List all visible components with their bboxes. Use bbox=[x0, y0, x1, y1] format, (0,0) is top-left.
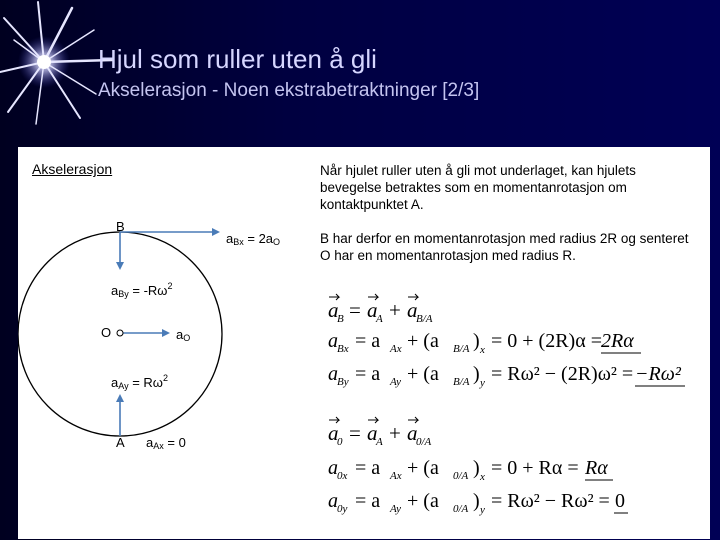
svg-text:+ (a: + (a bbox=[407, 457, 439, 479]
center-point bbox=[117, 330, 123, 336]
equation-6 bbox=[328, 490, 628, 516]
svg-text:Ay: Ay bbox=[390, 376, 401, 388]
content-panel bbox=[18, 147, 710, 539]
svg-text:Ax: Ax bbox=[390, 343, 402, 355]
svg-text:A: A bbox=[376, 313, 383, 325]
svg-text:Ay: Ay bbox=[390, 503, 401, 515]
point-a-label: A bbox=[116, 435, 125, 450]
svg-text:=: = bbox=[349, 421, 361, 445]
svg-text:0x: 0x bbox=[337, 470, 348, 482]
svg-text:a: a bbox=[328, 330, 338, 352]
svg-text:Ax: Ax bbox=[390, 470, 402, 482]
svg-text:a: a bbox=[367, 298, 378, 322]
svg-text:): ) bbox=[473, 363, 480, 385]
svg-text:= 0 + Rα =: = 0 + Rα = bbox=[491, 457, 579, 479]
svg-text:Bx: Bx bbox=[337, 343, 349, 355]
svg-text:a: a bbox=[407, 421, 418, 445]
abx-label: $a_{Bx} = 2a_O$ bbox=[226, 231, 281, 247]
svg-text:a: a bbox=[328, 421, 339, 445]
svg-text:a: a bbox=[367, 421, 378, 445]
equation-block bbox=[323, 287, 708, 537]
svg-text:a: a bbox=[328, 363, 338, 385]
equation-1 bbox=[328, 294, 433, 325]
panel-heading: Akselerasjon bbox=[32, 161, 113, 177]
svg-text:Rα: Rα bbox=[585, 457, 608, 479]
equation-2 bbox=[328, 330, 641, 356]
svg-text:= a: = a bbox=[355, 490, 381, 512]
svg-text:a: a bbox=[407, 298, 418, 322]
equation-5 bbox=[328, 457, 613, 483]
radius-note: B har derfor en momentanrotasjon med radius 2R og senteret O har en momentanrotasjon med radius R. bbox=[320, 231, 689, 263]
svg-text:a: a bbox=[328, 490, 338, 512]
svg-text:= a: = a bbox=[355, 457, 381, 479]
aby-label: $a_{By} = -R\omega^2$ bbox=[111, 281, 173, 299]
svg-text:+: + bbox=[389, 421, 401, 445]
ao-label: $a_O$ bbox=[176, 327, 191, 343]
svg-text:): ) bbox=[473, 330, 480, 352]
svg-text:+ (a: + (a bbox=[407, 330, 439, 352]
point-b-label: B bbox=[116, 219, 125, 234]
svg-text:= Rω² − (2R)ω² =: = Rω² − (2R)ω² = bbox=[491, 363, 634, 385]
svg-text:x: x bbox=[480, 471, 485, 483]
svg-text:): ) bbox=[473, 457, 480, 479]
svg-text:y: y bbox=[480, 504, 485, 516]
intro-text: Når hjulet ruller uten å gli mot underlaget, kan hjulets bevegelse betraktes som en momentanrotasjon om kontaktpunktet A. bbox=[320, 163, 636, 212]
aax-label: $a_{Ax} = 0$ bbox=[146, 435, 186, 451]
slide-subtitle: Akselerasjon - Noen ekstrabetraktninger [2/3] bbox=[98, 80, 480, 101]
svg-text:B/A: B/A bbox=[453, 343, 470, 355]
svg-text:B/A: B/A bbox=[453, 376, 470, 388]
wheel-diagram bbox=[18, 147, 318, 539]
svg-text:By: By bbox=[337, 376, 349, 388]
svg-text:+: + bbox=[389, 298, 401, 322]
svg-text:a: a bbox=[328, 298, 339, 322]
slide-title: Hjul som ruller uten å gli bbox=[98, 44, 377, 74]
svg-text:B: B bbox=[337, 313, 344, 325]
svg-text:): ) bbox=[473, 490, 480, 512]
svg-text:0: 0 bbox=[615, 490, 625, 512]
svg-text:0y: 0y bbox=[337, 503, 348, 515]
svg-text:2Rα: 2Rα bbox=[601, 330, 634, 352]
svg-text:= a: = a bbox=[355, 330, 381, 352]
svg-text:+ (a: + (a bbox=[407, 490, 439, 512]
svg-text:x: x bbox=[480, 344, 485, 356]
aay-label: $a_{Ay} = R\omega^2$ bbox=[111, 373, 168, 391]
svg-text:−Rω²: −Rω² bbox=[635, 363, 681, 385]
svg-text:A: A bbox=[376, 436, 383, 448]
svg-text:= Rω² − Rω² =: = Rω² − Rω² = bbox=[491, 490, 610, 512]
point-o-label: O bbox=[101, 325, 112, 340]
svg-text:= 0 + (2R)α =: = 0 + (2R)α = bbox=[491, 330, 602, 352]
svg-text:+ (a: + (a bbox=[407, 363, 439, 385]
svg-text:0/A: 0/A bbox=[453, 470, 469, 482]
equation-4 bbox=[328, 417, 432, 448]
svg-text:B/A: B/A bbox=[416, 313, 433, 325]
svg-text:0/A: 0/A bbox=[416, 436, 432, 448]
svg-text:0/A: 0/A bbox=[453, 503, 469, 515]
equation-3 bbox=[328, 363, 685, 389]
svg-text:= a: = a bbox=[355, 363, 381, 385]
svg-text:y: y bbox=[480, 377, 485, 389]
svg-text:=: = bbox=[349, 298, 361, 322]
svg-text:0: 0 bbox=[337, 436, 343, 448]
svg-text:a: a bbox=[328, 457, 338, 479]
